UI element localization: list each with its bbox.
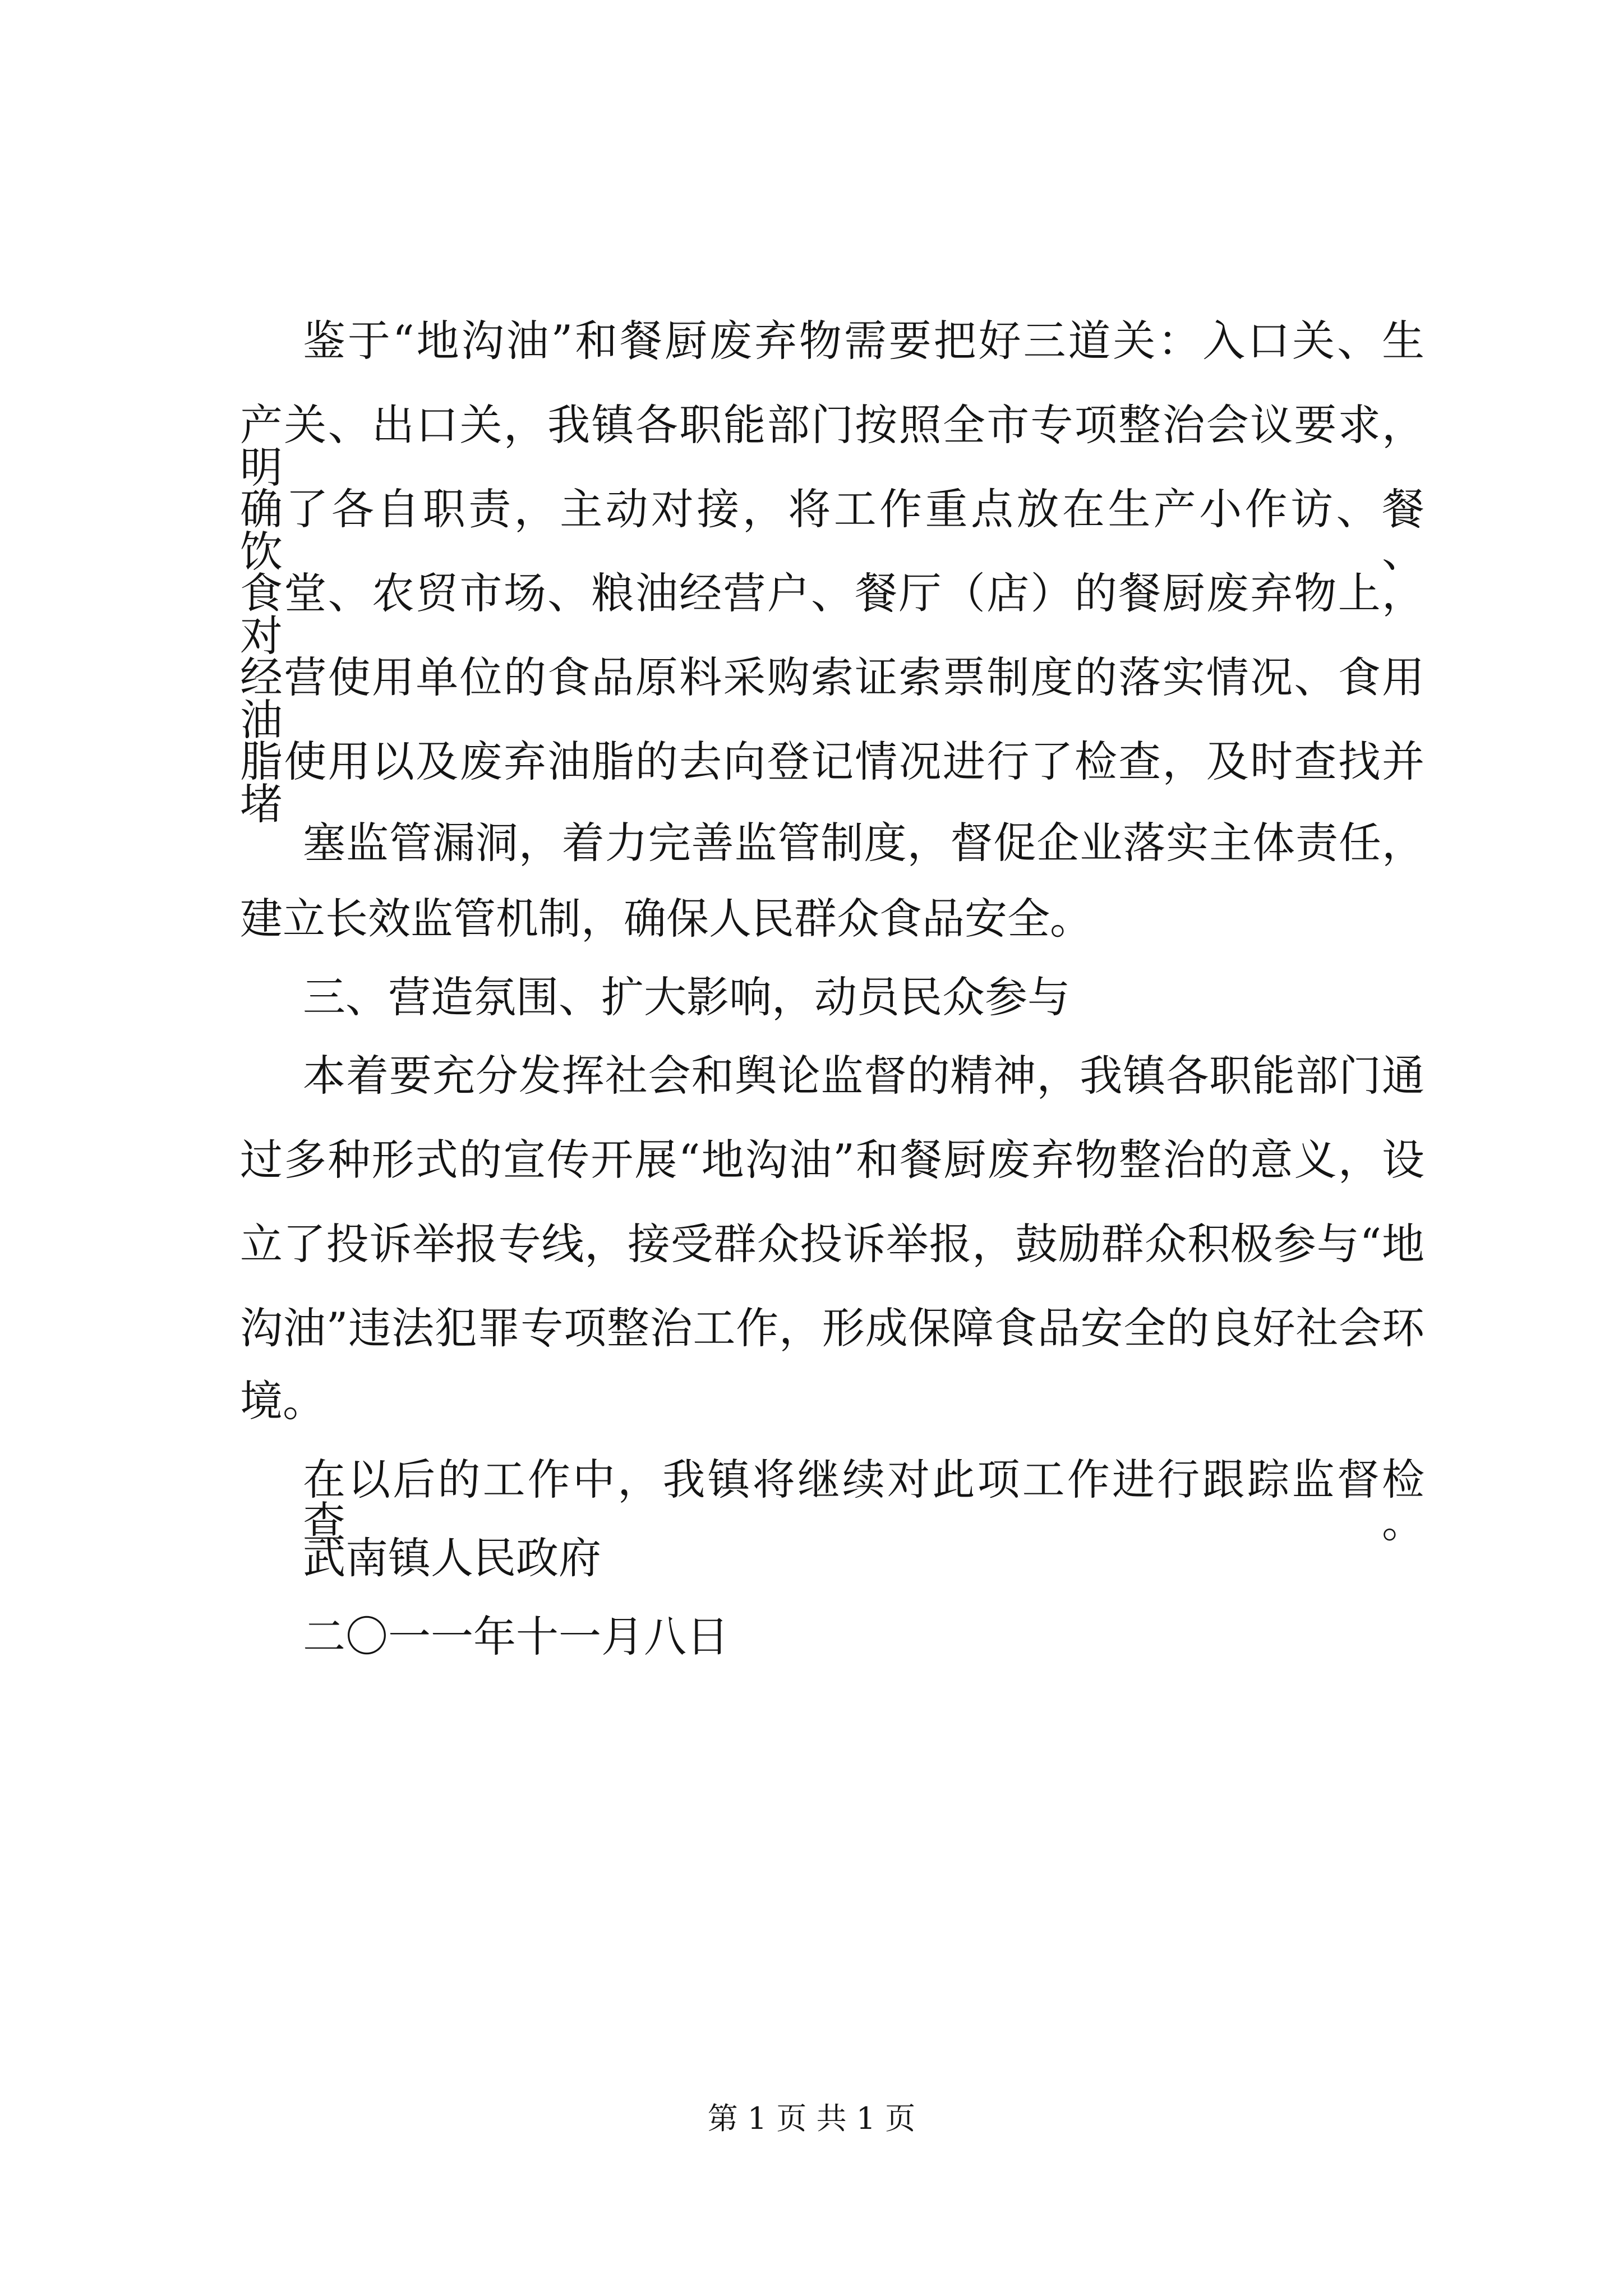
paragraph-3-line-2: 过多种形式的宣传开展“地沟油”和餐厨废弃物整治的意义，设 (240, 1135, 1424, 1185)
paragraph-1-line-5: 经营使用单位的食品原料采购索证索票制度的落实情况、食用油 (240, 652, 1424, 745)
paragraph-1-line-6: 脂使用以及废弃油脂的去向登记情况进行了检查，及时查找并堵 (240, 737, 1424, 829)
paragraph-3-line-5: 境。 (240, 1376, 325, 1426)
section-heading-3: 三、营造氛围、扩大影响，动员民众参与 (303, 972, 1070, 1022)
paragraph-1-line-2: 产关、出口关，我镇各职能部门按照全市专项整治会议要求，明 (240, 400, 1424, 493)
page-footer: 第 1 页 共 1 页 (707, 2101, 916, 2136)
closing-sentence: 在以后的工作中，我镇将继续对此项工作进行跟踪监督检查。 (303, 1455, 1424, 1547)
paragraph-1-line-1: 鉴于“地沟油”和餐厨废弃物需要把好三道关：入口关、生 (303, 316, 1424, 366)
paragraph-2-line-1: 塞监管漏洞，着力完善监管制度，督促企业落实主体责任， (303, 818, 1424, 868)
paragraph-1-line-3: 确了各自职责，主动对接，将工作重点放在生产小作访、餐饮、 (240, 484, 1424, 577)
paragraph-1-line-4: 食堂、农贸市场、粮油经营户、餐厅（店）的餐厨废弃物上，对 (240, 568, 1424, 661)
signature-date: 二〇一一年十一月八日 (303, 1612, 729, 1662)
paragraph-3-line-1: 本着要充分发挥社会和舆论监督的精神，我镇各职能部门通 (303, 1051, 1424, 1101)
signature-organization: 武南镇人民政府 (303, 1533, 601, 1583)
paragraph-3-line-3: 立了投诉举报专线，接受群众投诉举报，鼓励群众积极参与“地 (240, 1219, 1424, 1269)
paragraph-2-line-2: 建立长效监管机制，确保人民群众食品安全。 (240, 894, 1092, 944)
paragraph-3-line-4: 沟油”违法犯罪专项整治工作，形成保障食品安全的良好社会环 (240, 1303, 1424, 1353)
